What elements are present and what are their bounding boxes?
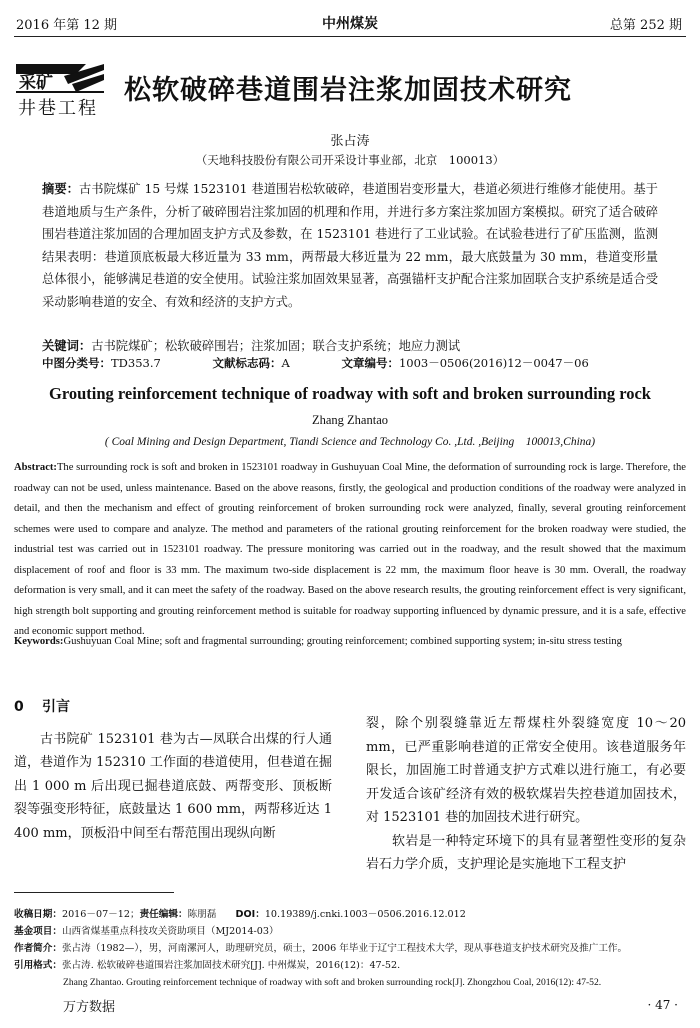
article-title-cn: 松软破碎巷道围岩注浆加固技术研究 [124,75,572,106]
footnote-fund [14,923,686,941]
header-rule [14,36,686,37]
fund-text: 山西省煤基重点科技攻关资助项目（MJ2014-03） [61,926,279,937]
section-heading [14,696,332,720]
keywords-en-label: Keywords: [14,636,64,647]
page-number: · 47 · [647,998,678,1012]
abstract-en [14,458,686,643]
doi-label: DOI： [235,909,265,920]
affiliation-en: ( Coal Mining and Design Department, Tiandi Science and Technology Co. ,Ltd. ,Beijing 100013,China) [104,436,596,448]
footnote-rule [14,892,174,893]
clc-value: TD353.7 [111,356,161,370]
abstract-en-text: The surrounding rock is soft and broken in 1523101 roadway in Gushuyuan Coal Mine, the deformation of surrounding rock is large. Therefore, the roadway can not be used, unless maintenance. Based on the above reasons, firstly, the geological and production conditions of the roadway were analyzed in detail, and then the mechanism and effect of grouting reinforcement of broken surrounding rock were analyzed, finally, several grouting reinforcement schemes were used to compare and analyze. The method and parameters of the rational grouting reinforcement for the broken roadway were studied, the industrial test was carried out in 1523101 roadway. The pressure monitoring was carried out in the roadway, and the result showed that the maximum displacement of roof and floor is 33 mm. The maximum two-side displacement is 22 mm, the maximum floor heave is 30 mm. Overall, the roadway deformation is very small, and it can meet the safety of the roadway. Based on the above research results, the grouting reinforcement effect is very significant, high strength bolt supporting and grouting reinforcement method is suitable for roadway supporting influenced by dynamic pressure, and it is a safe, effective and economic support method. [14,462,686,637]
received-date: 2016－07－12； [61,909,140,920]
keywords-en-text: Gushuyuan Coal Mine; soft and fragmental surrounding; grouting reinforcement; combined supporting system; in-situ stress testing [63,636,622,647]
keywords-cn-text: 古书院煤矿；松软破碎围岩；注浆加固；联合支护系统；地应力测试 [91,339,461,353]
affiliation-cn: （天地科技股份有限公司开采设计事业部，北京 100013） [195,153,505,167]
received-label: 收稿日期： [14,909,62,920]
article-id-value: 1003－0506(2016)12－0047－06 [398,356,589,370]
cite-text: 张占涛. 松软破碎巷道围岩注浆加固技术研究[J]. 中州煤炭，2016(12)：47-52. [61,960,401,971]
fund-label: 基金项目： [14,926,62,937]
bio-label: 作者简介： [14,943,62,954]
doi-value: 10.19389/j.cnki.1003－0506.2016.12.012 [264,909,466,920]
body-paragraph: 软岩是一种特定环境下的具有显著塑性变形的复杂岩石力学介质，支护理论是实施地下工程支护 [366,833,686,872]
article-title-en: Grouting reinforcement technique of roadway with soft and broken surrounding rock [48,384,651,403]
clc-label: 中图分类号： [42,356,111,370]
keywords-en [14,632,686,653]
logo-text-bottom: 井巷工程 [18,98,98,119]
journal-name: 中州煤炭 [322,16,378,32]
footnote-bio [14,940,686,958]
article-id-label: 文章编号： [341,356,399,370]
author-en: Zhang Zhantao [311,413,388,427]
bio-text: 张占涛（1982—），男，河南漯河人，助理研究员，硕士，2006 年毕业于辽宁工程技术大学，现从事巷道支护技术研究及推广工作。 [61,943,628,954]
editor-label: 责任编辑： [139,909,188,920]
section-title: 引言 [42,699,70,715]
section-number: 0 [14,699,24,715]
editor-name: 陈朋磊 [187,909,217,920]
footnote-citation [14,957,686,975]
footnote-citation-en: Zhang Zhantao. Grouting reinforcement technique of roadway with soft and broken surrounding rock[J]. Zhongzhou Coal, 2016(12): 47-52. [63,977,602,988]
doc-code-value: A [281,356,290,370]
abstract-cn-label: 摘要： [42,182,79,196]
body-paragraph: 古书院矿 1523101 巷为古—凤联合出煤的行人通道，巷道作为 152310 工作面的巷道使用，但巷道在掘出 1 000 m 后出现已掘巷道底鼓、两帮变形、顶板断裂等强变形特征，底鼓量达 1 600 mm，两帮移近达 1 400 mm，顶板沿中间至右帮范围出现纵向断 [14,731,332,841]
body-column-left [14,696,332,845]
logo-text-top: 采矿 [19,73,53,93]
journal-issue: 2016 年第 12 期 [16,18,118,33]
section-logo [16,62,104,120]
abstract-en-label: Abstract: [14,462,57,473]
abstract-cn [42,178,658,313]
journal-total-issue: 总第 252 期 [609,18,682,33]
cite-label: 引用格式： [14,960,62,971]
body-column-right [366,712,686,877]
author-cn: 张占涛 [330,134,370,149]
body-paragraph: 裂，除个别裂缝靠近左帮煤柱外裂缝宽度 10～20 mm，已严重影响巷道的正常安全使用。该巷道服务年限长，加固施工时普通支护方式难以进行施工，有必要开发适合该矿经济有效的极软煤岩失控巷道加固技术，对 1523101 巷的加固技术进行研究。 [366,716,686,825]
doc-code-label: 文献标志码： [212,356,282,370]
classification-line [42,355,589,371]
keywords-cn-label: 关键词： [42,339,92,353]
footnote-received [14,906,686,924]
watermark-text: 万方数据 [63,1000,116,1015]
abstract-cn-text: 古书院煤矿 15 号煤 1523101 巷道围岩松软破碎，巷道围岩变形量大，巷道必须进行维修才能使用。基于巷道地质与生产条件，分析了破碎围岩注浆加固的机理和作用，并进行多方案注浆加固方案模拟。研究了适合破碎围岩巷道注浆加固的合理加固支护方式及参数，在 1523101 巷进行了工业试验。在试验巷进行了矿压监测，监测结果表明：巷道顶底板最大移近量为 33 mm，两帮最大移近量为 22 mm，最大底鼓量为 30 mm，巷道变形量总体很小，能够满足巷道的安全使用。试验注浆加固效果显著，高强锚杆支护配合注浆加固联合支护系统是适合受采动影响巷道的安全、有效和经济的支护方式。 [42,182,658,309]
